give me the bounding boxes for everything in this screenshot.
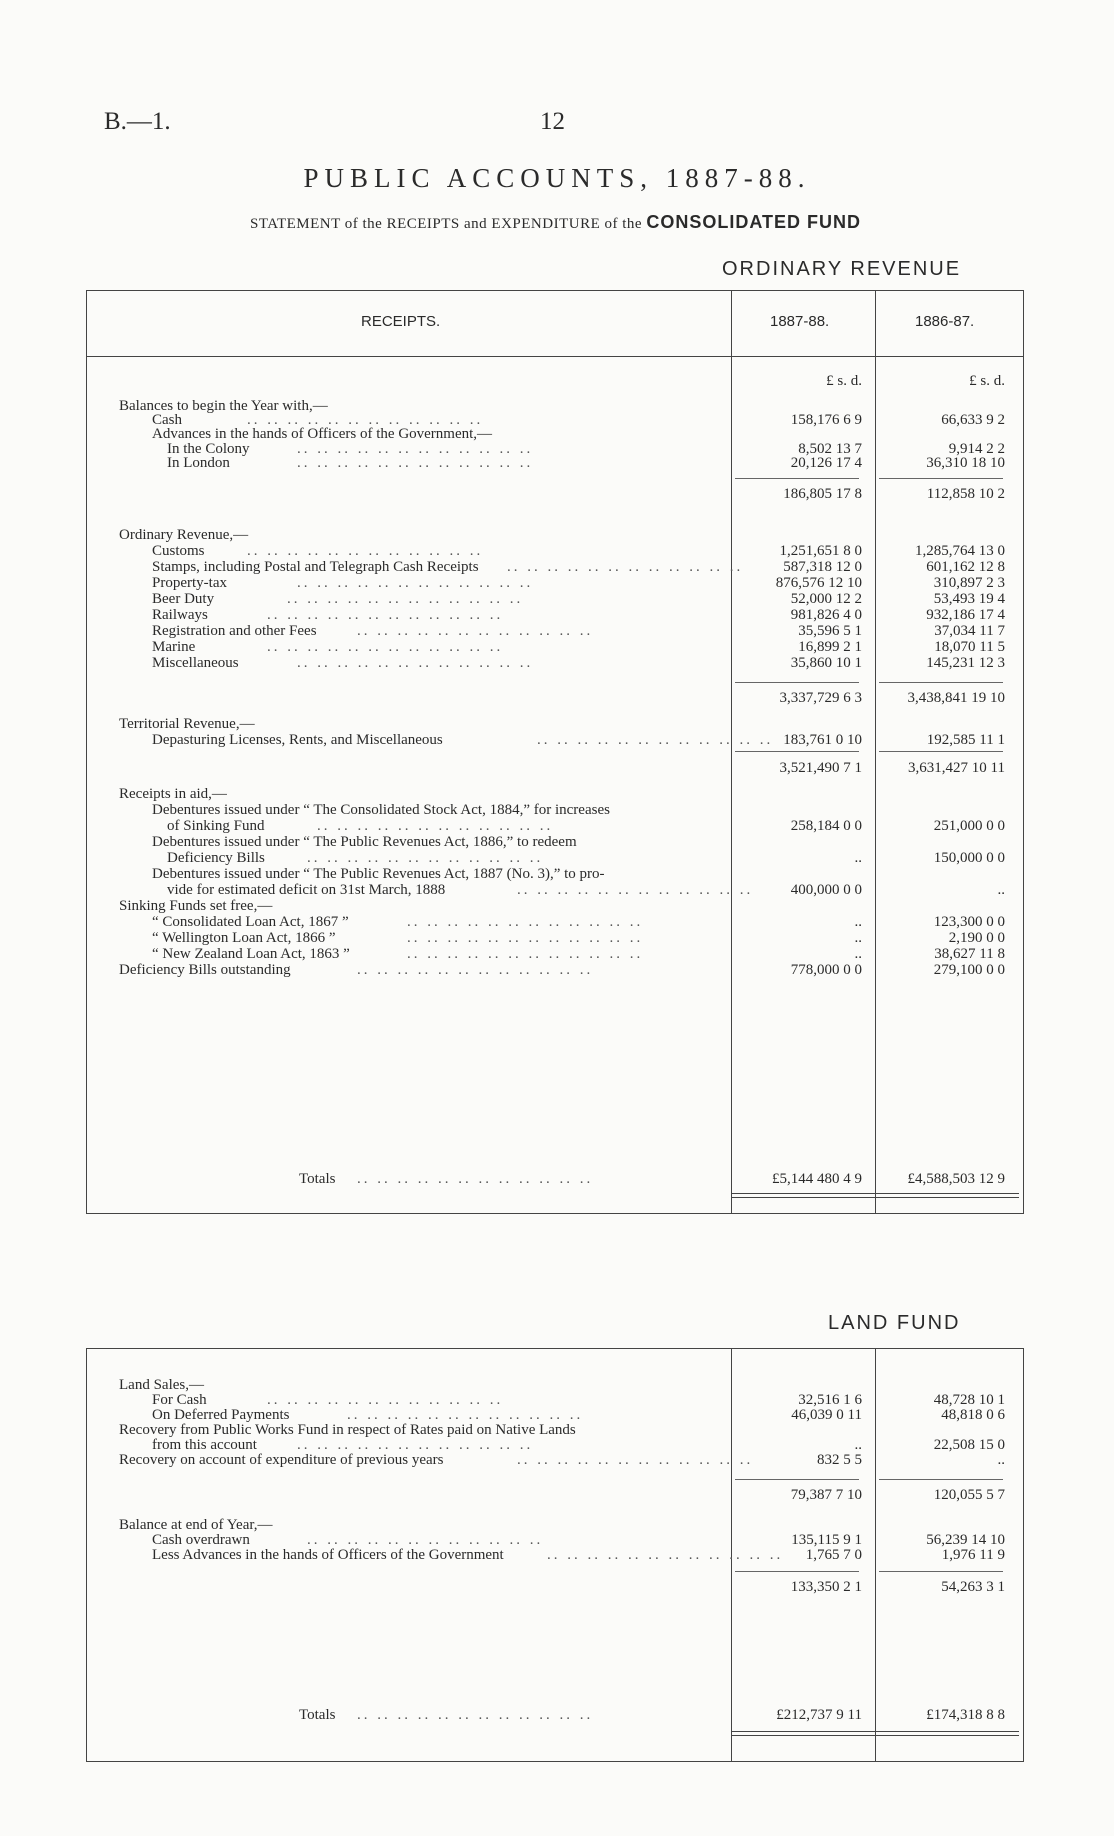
- ordinary-row: [87, 850, 1023, 867]
- subtotal-rule: [735, 1479, 859, 1480]
- row-label: Railways: [152, 607, 208, 623]
- value-1887-88: 20,126 17 4: [790, 455, 862, 471]
- row-label: Cash overdrawn: [152, 1532, 250, 1548]
- value-1887-88: 135,115 9 1: [791, 1532, 862, 1548]
- row-label: Customs: [152, 543, 205, 559]
- value-1887-88: 1,765 7 0: [805, 1547, 862, 1563]
- row-label: Receipts in aid,—: [119, 786, 227, 802]
- ordinary-row: [87, 607, 1023, 624]
- leader-dots: .. .. .. .. .. .. .. .. .. .. .. ..: [357, 962, 594, 978]
- subtotal-rule: [879, 682, 1003, 683]
- leader-dots: .. .. .. .. .. .. .. .. .. .. .. ..: [297, 441, 534, 457]
- value-1886-87: 120,055 5 7: [933, 1487, 1005, 1503]
- row-label: Marine: [152, 639, 196, 655]
- ordinary-revenue-table: [86, 290, 1024, 1214]
- value-1886-87: 145,231 12 3: [926, 655, 1005, 671]
- value-1887-88: 35,860 10 1: [790, 655, 862, 671]
- leader-dots: .. .. .. .. .. .. .. .. .. .. .. ..: [297, 575, 534, 591]
- row-label: Recovery from Public Works Fund in respect of Rates paid on Native Lands: [119, 1422, 576, 1438]
- ordinary-row: [87, 527, 1023, 544]
- leader-dots: .. .. .. .. .. .. .. .. .. .. .. ..: [517, 882, 754, 898]
- value-1887-88: 832 5 5: [817, 1452, 862, 1468]
- row-label: of Sinking Fund: [167, 818, 265, 834]
- subtotal-rule: [735, 751, 859, 752]
- ordinary-row: [87, 455, 1023, 472]
- value-1886-87: 56,239 14 10: [926, 1532, 1005, 1548]
- row-label: Balances to begin the Year with,—: [119, 398, 328, 414]
- leader-dots: .. .. .. .. .. .. .. .. .. .. .. ..: [537, 732, 774, 748]
- value-1887-88: 400,000 0 0: [790, 882, 862, 898]
- value-1887-88: 183,761 0 10: [783, 732, 862, 748]
- row-label: Less Advances in the hands of Officers of the Government: [152, 1547, 504, 1563]
- value-1886-87: 54,263 3 1: [941, 1579, 1005, 1595]
- land-row: [87, 1707, 1023, 1724]
- value-1886-87: 18,070 11 5: [934, 639, 1005, 655]
- value-1887-88: 876,576 12 10: [775, 575, 862, 591]
- leader-dots: .. .. .. .. .. .. .. .. .. .. .. ..: [297, 455, 534, 471]
- col-1886-87: 1886-87.: [915, 313, 975, 330]
- value-1886-87: 53,493 19 4: [933, 591, 1005, 607]
- statement-fund: CONSOLIDATED FUND: [646, 212, 861, 232]
- leader-dots: .. .. .. .. .. .. .. .. .. .. .. ..: [307, 1532, 544, 1548]
- value-1886-87: £174,318 8 8: [926, 1707, 1005, 1723]
- ordinary-row: [87, 802, 1023, 819]
- value-1887-88: ..: [854, 1437, 862, 1453]
- row-label: On Deferred Payments: [152, 1407, 290, 1423]
- value-1887-88: 133,350 2 1: [790, 1579, 862, 1595]
- col-1887-88: 1887-88.: [770, 313, 830, 330]
- row-label: Advances in the hands of Officers of the Government,—: [152, 426, 493, 442]
- value-1886-87: 310,897 2 3: [933, 575, 1005, 591]
- value-1887-88: £212,737 9 11: [776, 1707, 862, 1723]
- units-1887: £ s. d.: [826, 373, 862, 389]
- value-1887-88: ..: [854, 850, 862, 866]
- value-1887-88: 32,516 1 6: [798, 1392, 862, 1408]
- land-row: [87, 1547, 1023, 1564]
- value-1886-87: 38,627 11 8: [934, 946, 1005, 962]
- row-label: Deficiency Bills: [167, 850, 265, 866]
- value-1887-88: 52,000 12 2: [790, 591, 862, 607]
- ordinary-row: [87, 882, 1023, 899]
- row-label: Stamps, including Postal and Telegraph Cash Receipts: [152, 559, 479, 575]
- leader-dots: .. .. .. .. .. .. .. .. .. .. .. ..: [507, 559, 744, 575]
- row-label: Property-tax: [152, 575, 227, 591]
- leader-dots: .. .. .. .. .. .. .. .. .. .. .. ..: [547, 1547, 784, 1563]
- value-1886-87: 9,914 2 2: [948, 441, 1005, 457]
- ordinary-row: [87, 690, 1023, 707]
- value-1887-88: ..: [854, 946, 862, 962]
- leader-dots: .. .. .. .. .. .. .. .. .. .. .. ..: [357, 623, 594, 639]
- value-1887-88: 35,596 5 1: [798, 623, 862, 639]
- land-row: [87, 1579, 1023, 1596]
- row-label: Debentures issued under “ The Public Revenues Act, 1886,” to redeem: [152, 834, 577, 850]
- value-1887-88: ..: [854, 930, 862, 946]
- value-1887-88: 186,805 17 8: [783, 486, 862, 502]
- total-double-rule: [875, 1731, 1019, 1736]
- row-label: Registration and other Fees: [152, 623, 317, 639]
- value-1887-88: 158,176 6 9: [790, 412, 862, 428]
- leader-dots: .. .. .. .. .. .. .. .. .. .. .. ..: [267, 607, 504, 623]
- land-fund-title: LAND FUND: [828, 1312, 961, 1334]
- ordinary-row: [87, 760, 1023, 777]
- row-label: Deficiency Bills outstanding: [119, 962, 291, 978]
- leader-dots: .. .. .. .. .. .. .. .. .. .. .. ..: [247, 412, 484, 428]
- value-1887-88: 79,387 7 10: [790, 1487, 862, 1503]
- leader-dots: .. .. .. .. .. .. .. .. .. .. .. ..: [407, 930, 644, 946]
- subtotal-rule: [879, 1479, 1003, 1480]
- ordinary-row: [87, 716, 1023, 733]
- ordinary-row: [87, 866, 1023, 883]
- row-label: “ Consolidated Loan Act, 1867 ”: [152, 914, 349, 930]
- leader-dots: .. .. .. .. .. .. .. .. .. .. .. ..: [347, 1407, 584, 1423]
- row-label: from this account: [152, 1437, 257, 1453]
- leader-dots: .. .. .. .. .. .. .. .. .. .. .. ..: [297, 1437, 534, 1453]
- ordinary-row: [87, 786, 1023, 803]
- row-label: Beer Duty: [152, 591, 215, 607]
- ordinary-row: [87, 732, 1023, 749]
- row-label: “ Wellington Loan Act, 1866 ”: [152, 930, 336, 946]
- leader-dots: .. .. .. .. .. .. .. .. .. .. .. ..: [287, 591, 524, 607]
- value-1886-87: £4,588,503 12 9: [907, 1171, 1005, 1187]
- value-1886-87: 2,190 0 0: [948, 930, 1005, 946]
- statement-prefix: STATEMENT of the RECEIPTS and EXPENDITURE of the: [250, 216, 643, 232]
- subtotal-rule: [735, 1571, 859, 1572]
- value-1887-88: 3,521,490 7 1: [779, 760, 862, 776]
- page-number: 12: [540, 108, 565, 135]
- land-fund-table: [86, 1348, 1024, 1762]
- total-double-rule: [731, 1731, 875, 1736]
- ordinary-row: [87, 543, 1023, 560]
- ordinary-row: [87, 623, 1023, 640]
- value-1886-87: 279,100 0 0: [933, 962, 1005, 978]
- ordinary-row: [87, 591, 1023, 608]
- ordinary-revenue-title: ORDINARY REVENUE: [722, 258, 962, 280]
- row-label: Debentures issued under “ The Public Revenues Act, 1887 (No. 3),” to pro-: [152, 866, 605, 882]
- value-1887-88: 3,337,729 6 3: [779, 690, 862, 706]
- row-label: Miscellaneous: [152, 655, 239, 671]
- value-1886-87: 932,186 17 4: [926, 607, 1005, 623]
- ordinary-row: [87, 575, 1023, 592]
- leader-dots: .. .. .. .. .. .. .. .. .. .. .. ..: [407, 914, 644, 930]
- land-row: [87, 1452, 1023, 1469]
- row-label: Totals: [299, 1707, 336, 1723]
- series-number: B.—1.: [104, 108, 171, 135]
- row-label: For Cash: [152, 1392, 207, 1408]
- row-label: Balance at end of Year,—: [119, 1517, 273, 1533]
- ordinary-row: [87, 1171, 1023, 1188]
- value-1887-88: 587,318 12 0: [783, 559, 862, 575]
- value-1886-87: 48,728 10 1: [933, 1392, 1005, 1408]
- row-label: Territorial Revenue,—: [119, 716, 255, 732]
- statement-line: [250, 212, 861, 233]
- ordinary-row: [87, 834, 1023, 851]
- row-label: Depasturing Licenses, Rents, and Miscellaneous: [152, 732, 443, 748]
- leader-dots: .. .. .. .. .. .. .. .. .. .. .. ..: [517, 1452, 754, 1468]
- row-label: vide for estimated deficit on 31st March, 1888: [167, 882, 446, 898]
- row-label: Ordinary Revenue,—: [119, 527, 249, 543]
- value-1887-88: £5,144 480 4 9: [772, 1171, 862, 1187]
- units-1886: £ s. d.: [969, 373, 1005, 389]
- row-label: In the Colony: [167, 441, 250, 457]
- value-1886-87: ..: [997, 1452, 1005, 1468]
- value-1886-87: 48,818 0 6: [941, 1407, 1005, 1423]
- row-label: Sinking Funds set free,—: [119, 898, 273, 914]
- value-1886-87: 150,000 0 0: [933, 850, 1005, 866]
- value-1886-87: 192,585 11 1: [926, 732, 1005, 748]
- value-1886-87: 1,976 11 9: [941, 1547, 1005, 1563]
- value-1887-88: ..: [854, 914, 862, 930]
- ordinary-row: [87, 486, 1023, 503]
- row-label: “ New Zealand Loan Act, 1863 ”: [152, 946, 350, 962]
- leader-dots: .. .. .. .. .. .. .. .. .. .. .. ..: [267, 639, 504, 655]
- leader-dots: .. .. .. .. .. .. .. .. .. .. .. ..: [267, 1392, 504, 1408]
- ordinary-row: [87, 818, 1023, 835]
- page-title: PUBLIC ACCOUNTS, 1887-88.: [303, 163, 811, 193]
- value-1886-87: 22,508 15 0: [933, 1437, 1005, 1453]
- value-1886-87: 601,162 12 8: [926, 559, 1005, 575]
- value-1887-88: 258,184 0 0: [790, 818, 862, 834]
- row-label: Totals: [299, 1171, 336, 1187]
- value-1886-87: 37,034 11 7: [934, 623, 1005, 639]
- value-1886-87: 251,000 0 0: [933, 818, 1005, 834]
- total-double-rule: [875, 1193, 1019, 1198]
- subtotal-rule: [735, 682, 859, 683]
- total-double-rule: [731, 1193, 875, 1198]
- value-1887-88: 8,502 13 7: [798, 441, 862, 457]
- subtotal-rule: [735, 478, 859, 479]
- row-label: Debentures issued under “ The Consolidated Stock Act, 1884,” for increases: [152, 802, 610, 818]
- subtotal-rule: [879, 478, 1003, 479]
- row-label: Cash: [152, 412, 182, 428]
- value-1886-87: 112,858 10 2: [926, 486, 1005, 502]
- ordinary-row: [87, 655, 1023, 672]
- value-1887-88: 778,000 0 0: [790, 962, 862, 978]
- leader-dots: .. .. .. .. .. .. .. .. .. .. .. ..: [297, 655, 534, 671]
- value-1886-87: 1,285,764 13 0: [915, 543, 1005, 559]
- leader-dots: .. .. .. .. .. .. .. .. .. .. .. ..: [247, 543, 484, 559]
- value-1887-88: 46,039 0 11: [791, 1407, 862, 1423]
- ordinary-row: [87, 930, 1023, 947]
- subtotal-rule: [879, 1571, 1003, 1572]
- value-1886-87: 36,310 18 10: [926, 455, 1005, 471]
- ordinary-row: [87, 962, 1023, 979]
- row-label: Land Sales,—: [119, 1377, 204, 1393]
- value-1887-88: 1,251,651 8 0: [779, 543, 862, 559]
- value-1886-87: 3,438,841 19 10: [907, 690, 1005, 706]
- value-1886-87: ..: [997, 882, 1005, 898]
- land-row: [87, 1487, 1023, 1504]
- leader-dots: .. .. .. .. .. .. .. .. .. .. .. ..: [357, 1707, 594, 1723]
- value-1886-87: 3,631,427 10 11: [908, 760, 1005, 776]
- row-label: In London: [167, 455, 230, 471]
- ordinary-row: [87, 946, 1023, 963]
- leader-dots: .. .. .. .. .. .. .. .. .. .. .. ..: [357, 1171, 594, 1187]
- value-1886-87: 123,300 0 0: [933, 914, 1005, 930]
- ordinary-row: [87, 559, 1023, 576]
- value-1887-88: 16,899 2 1: [798, 639, 862, 655]
- ordinary-row: [87, 914, 1023, 931]
- subtotal-rule: [879, 751, 1003, 752]
- value-1887-88: 981,826 4 0: [790, 607, 862, 623]
- leader-dots: .. .. .. .. .. .. .. .. .. .. .. ..: [407, 946, 644, 962]
- ordinary-row: [87, 639, 1023, 656]
- value-1886-87: 66,633 9 2: [941, 412, 1005, 428]
- row-label: Recovery on account of expenditure of previous years: [119, 1452, 444, 1468]
- col-receipts: RECEIPTS.: [361, 313, 441, 330]
- leader-dots: .. .. .. .. .. .. .. .. .. .. .. ..: [307, 850, 544, 866]
- leader-dots: .. .. .. .. .. .. .. .. .. .. .. ..: [317, 818, 554, 834]
- ordinary-row: [87, 898, 1023, 915]
